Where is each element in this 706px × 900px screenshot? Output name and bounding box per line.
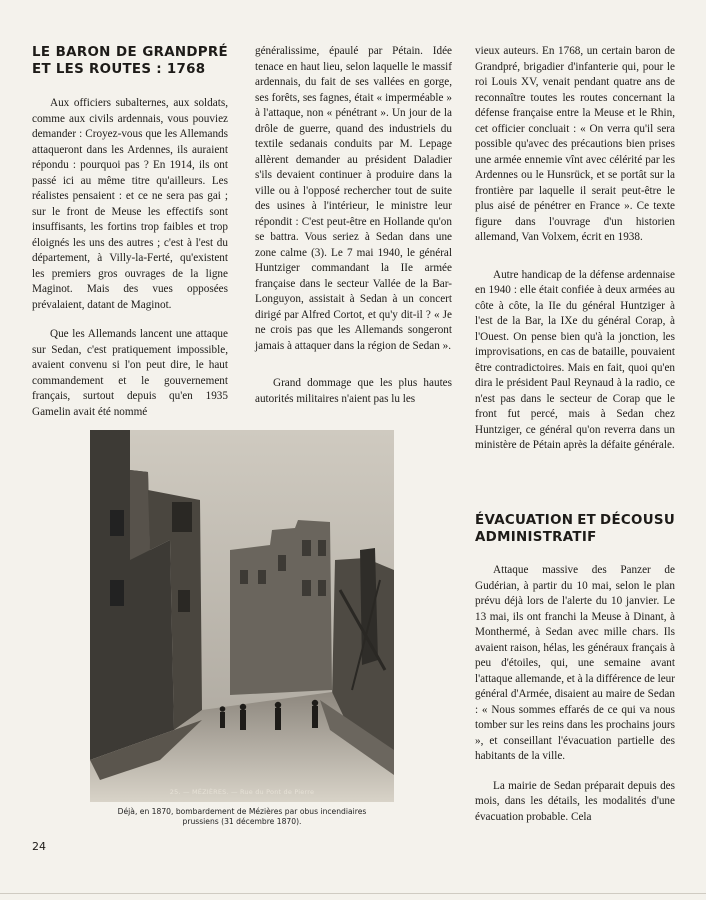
column-3 bbox=[475, 44, 675, 454]
page-number: 24 bbox=[32, 840, 46, 853]
heading-word: GRANDPRÉ bbox=[142, 45, 228, 60]
paragraph: vieux auteurs. En 1768, un certain baron de Grandpré, brigadier d'infanterie qui, pour le roi Louis XV, venait pendant quatre ans de reconnaître toutes les routes concernant la défense française entre la Meuse et le Rhin, cet officier concluait : « On verra qu'il sera possible qu'avec des précautions bien prises une armée ennemie vînt avec célérité par les Ardennes ou le Hunsrück, et se portât sur la frontière par laquelle il serait peut-être le plus aisé de pénétrer en France ». Ce texte figure dans l'ouvrage d'un historien allemand, Van Volxem, écrit en 1938. bbox=[475, 45, 675, 243]
photo-inner-caption: 25. — MÉZIÈRES. — Rue du Pont de Pierre bbox=[169, 788, 315, 796]
section-heading-baron bbox=[32, 44, 228, 78]
column-3-lower bbox=[475, 563, 675, 825]
paragraph: Grand dommage que les plus hautes autorités militaires n'aient pas lu les bbox=[255, 377, 452, 405]
caption-line: prussiens (31 décembre 1870). bbox=[182, 817, 302, 826]
column-2 bbox=[255, 44, 452, 407]
heading-word: LE bbox=[32, 45, 51, 60]
section-heading-evacuation bbox=[475, 512, 675, 546]
heading-line-1 bbox=[475, 512, 675, 529]
caption-line: Déjà, en 1870, bombardement de Mézières par obus incendiaires bbox=[117, 807, 367, 816]
bottom-edge bbox=[0, 893, 706, 894]
paragraph: Aux officiers subalternes, aux soldats, comme aux civils ardennais, vous pouviez demander : Croyez-vous que les Allemands attaqueront dans les Ardennes, ils auraient répondu : pourquoi pas ? En 1914, ils ont passé ici au même titre qu'ailleurs. Les réalistes pensaient : et ce ne sera pas gai ; sur le front de Meuse les effectifs sont insuffisants, les fortins trop faibles et trop éloignés les uns des autres ; c'est à l'est du département, à Villy-la-Ferté, qu'existent les premiers gros ouvrages de la ligne Maginot. Mais des vues opposées prévalaient, datant de Maginot. bbox=[32, 97, 228, 311]
photo-illustration bbox=[90, 430, 394, 802]
historic-photo-mezieres bbox=[90, 430, 394, 802]
heading-word: DE bbox=[116, 45, 137, 60]
heading-line-2: ADMINISTRATIF bbox=[475, 530, 597, 545]
paragraph: Autre handicap de la défense ardennaise en 1940 : elle était confiée à deux armées au côte à côte, la IIe du général Huntziger à l'est de la Bar, la IXe du général Corap, à l'Ouest. On pense bien qu'à la jonction, les improvisations, en cas de bataille, pouvaient être contradictoires. Mais en fait, quoi qu'en dira le président Paul Reynaud à la radio, ce n'est pas dans le secteur de Corap que le front fut percé, mais à Sedan chez Huntziger, ce général qu'on reverra dans un ministère de Pétain après la défaite générale. bbox=[475, 268, 675, 451]
heading-word: ET bbox=[577, 513, 597, 528]
heading-line-2: ET LES ROUTES : 1768 bbox=[32, 62, 206, 77]
paragraph: généralissime, épaulé par Pétain. Idée tenace en haut lieu, selon laquelle le massif ardennais, du fait de ses vallées en gorge, ses forêts, ses fagnes, était « imperméable » à l'attaque, non « pénétrant ». Un jour de la drôle de guerre, quand des industriels du textile sedanais conduits par M. Lepage allèrent demander au président Daladier s'ils devaient continuer à produire dans la ville ou à l'opposé rechercher tout de suite des usines à l'intérieur, le ministre leur répondit : C'est peut-être en Hollande qu'on se battra. Vous seriez à Sedan dans une zone calme (3). Le 7 mai 1940, le général Huntziger commandant la IIe armée française dans le secteur Vallée de la Bar-Longuyon, assistait à Sedan à un concert dirigé par Alfred Cortot, et qu'y dit-il ? « Je ne crois pas que les Allemands songeront jamais à attaquer dans la région de Sedan ». bbox=[255, 45, 452, 352]
heading-word: DÉCOUSU bbox=[600, 513, 675, 528]
photo-caption bbox=[90, 807, 394, 827]
paragraph: Que les Allemands lancent une attaque sur Sedan, c'est pratiquement impossible, avaient convenu si l'on peut dire, le haut commandement et le gouvernement français, surtout depuis qu'en 1935 Gamelin avait été nommé bbox=[32, 328, 228, 418]
heading-word: BARON bbox=[55, 45, 111, 60]
paragraph: Attaque massive des Panzer de Gudérian, à partir du 10 mai, selon le plan prévu déjà lors de l'alerte du 10 janvier. Le 13 mai, ils ont franchi la Meuse à Dinant, à Monthermé, à Sedan avec mille chars. Ils avaient raison, hélas, les généraux français à peu d'étoiles, qui, une semaine avant l'attaque allemande, et à la différence de leur général d'Armée, disaient au maire de Sedan : « Nous sommes effarés de ce qui va nous tomber sur les reins dans les prochains jours », et conseillant l'évacuation partielle des habitants de la ville. bbox=[475, 564, 675, 762]
heading-line-1 bbox=[32, 44, 228, 61]
column-1 bbox=[32, 44, 228, 420]
heading-word: ÉVACUATION bbox=[475, 513, 574, 528]
paragraph: La mairie de Sedan préparait depuis des mois, dans les détails, les modalités d'une évacuation probable. Cela bbox=[475, 779, 675, 823]
